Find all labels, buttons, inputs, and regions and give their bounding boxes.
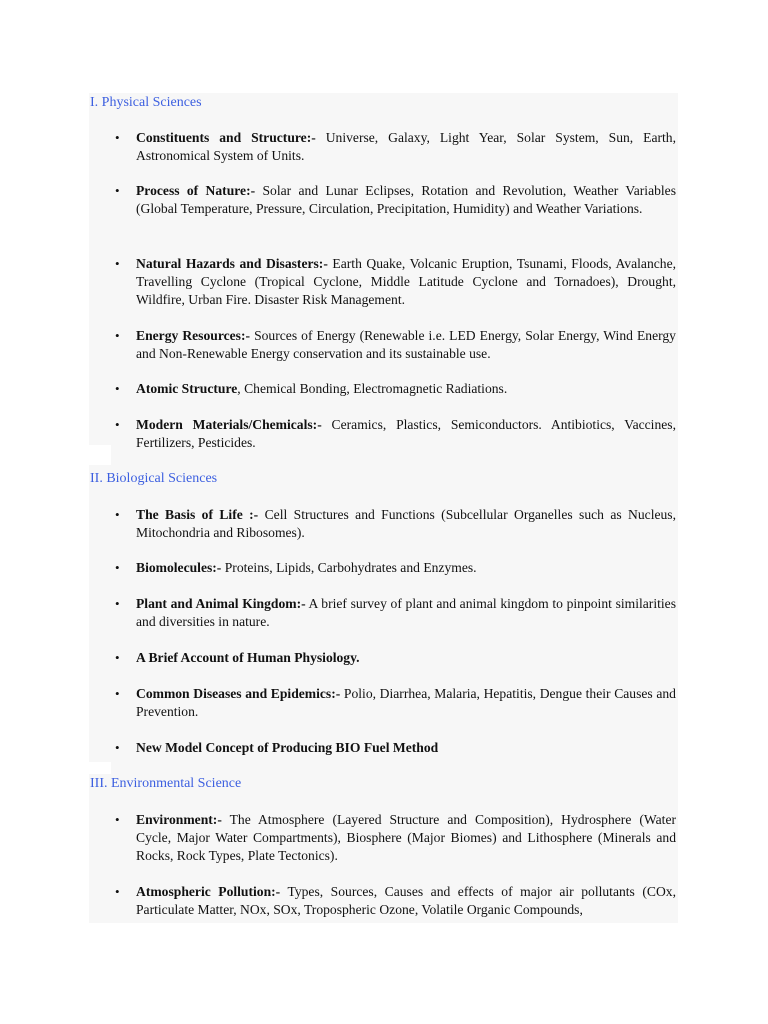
list-item (115, 416, 676, 452)
bullet-icon: • (115, 686, 120, 701)
item-text: Cell Structures and Functions (Subcellular Organelles such as Nucleus, Mitochondria and Ribosomes). (136, 507, 676, 540)
bullet-icon: • (115, 812, 120, 827)
item-term: Energy Resources:- (136, 328, 251, 343)
item-term: Common Diseases and Epidemics:- (136, 686, 341, 701)
item-text: The Atmosphere (Layered Structure and Composition), Hydrosphere (Water Cycle, Major Water Compartments), Biosphere (Major Biomes) and Lithosphere (Minerals and Rocks, Rock Types, Plate Tectonics). (136, 812, 676, 863)
list-item (115, 255, 677, 309)
item-term: Atomic Structure (136, 381, 238, 396)
item-term: Modern Materials/Chemicals:- (136, 417, 322, 432)
list-item (115, 506, 676, 542)
list-item (115, 595, 676, 631)
list-item (115, 182, 676, 218)
list-item (115, 327, 676, 363)
list-item (115, 129, 676, 165)
item-text: , Chemical Bonding, Electromagnetic Radiations. (237, 381, 508, 396)
panel-notch-top (89, 445, 111, 465)
bullet-icon: • (115, 884, 120, 899)
bullet-icon: • (115, 328, 120, 343)
item-text: Universe, Galaxy, Light Year, Solar System, Sun, Earth, Astronomical System of Units. (136, 130, 676, 163)
bullet-icon: • (115, 740, 120, 755)
item-text: Earth Quake, Volcanic Eruption, Tsunami, Floods, Avalanche, Travelling Cyclone (Tropical Cyclone, Middle Latitude Cyclone and Tornadoes), Drought, Wildfire, Urban Fire. Disaster Risk Management. (136, 256, 677, 307)
item-text: Solar and Lunar Eclipses, Rotation and Revolution, Weather Variables (Global Temperature, Pressure, Circulation, Precipitation, Humidity) and Weather Variations. (136, 183, 676, 216)
item-term: Natural Hazards and Disasters:- (136, 256, 328, 271)
list-item (115, 739, 676, 757)
item-text: Polio, Diarrhea, Malaria, Hepatitis, Dengue their Causes and Prevention. (136, 686, 676, 719)
list-item (115, 649, 676, 667)
item-text: Ceramics, Plastics, Semiconductors. Antibiotics, Vaccines, Fertilizers, Pesticides. (136, 417, 676, 450)
item-term: A Brief Account of Human Physiology. (136, 650, 360, 665)
item-term: Environment:- (136, 812, 222, 827)
bullet-icon: • (115, 256, 120, 271)
section-heading-physical-sciences: I. Physical Sciences (90, 95, 202, 110)
bullet-icon: • (115, 650, 120, 665)
item-text: Sources of Energy (Renewable i.e. LED Energy, Solar Energy, Wind Energy and Non-Renewable Energy conservation and its sustainable use. (136, 328, 676, 361)
item-text: Proteins, Lipids, Carbohydrates and Enzymes. (221, 560, 477, 575)
section-heading-environmental-science: III. Environmental Science (90, 776, 242, 791)
item-term: Constituents and Structure:- (136, 130, 316, 145)
bullet-icon: • (115, 417, 120, 432)
list-item (115, 685, 676, 721)
list-item (115, 559, 676, 577)
item-term: New Model Concept of Producing BIO Fuel Method (136, 740, 439, 755)
bullet-icon: • (115, 130, 120, 145)
item-term: Biomolecules:- (136, 560, 222, 575)
item-text: Types, Sources, Causes and effects of major air pollutants (COx, Particulate Matter, NOx, SOx, Tropospheric Ozone, Volatile Organic Compounds, (136, 884, 676, 917)
bullet-icon: • (115, 381, 120, 396)
bullet-icon: • (115, 183, 120, 198)
list-item (115, 380, 676, 398)
bullet-icon: • (115, 560, 120, 575)
item-term: Plant and Animal Kingdom:- (136, 596, 306, 611)
list-item (115, 811, 676, 865)
list-item (115, 883, 676, 919)
bullet-icon: • (115, 596, 120, 611)
item-term: Process of Nature:- (136, 183, 256, 198)
item-term: Atmospheric Pollution:- (136, 884, 281, 899)
panel-notch-bottom (89, 762, 111, 774)
item-text: A brief survey of plant and animal kingdom to pinpoint similarities and diversities in nature. (136, 596, 676, 629)
bullet-icon: • (115, 507, 120, 522)
item-term: The Basis of Life :- (136, 507, 259, 522)
section-heading-biological-sciences: II. Biological Sciences (90, 471, 218, 486)
